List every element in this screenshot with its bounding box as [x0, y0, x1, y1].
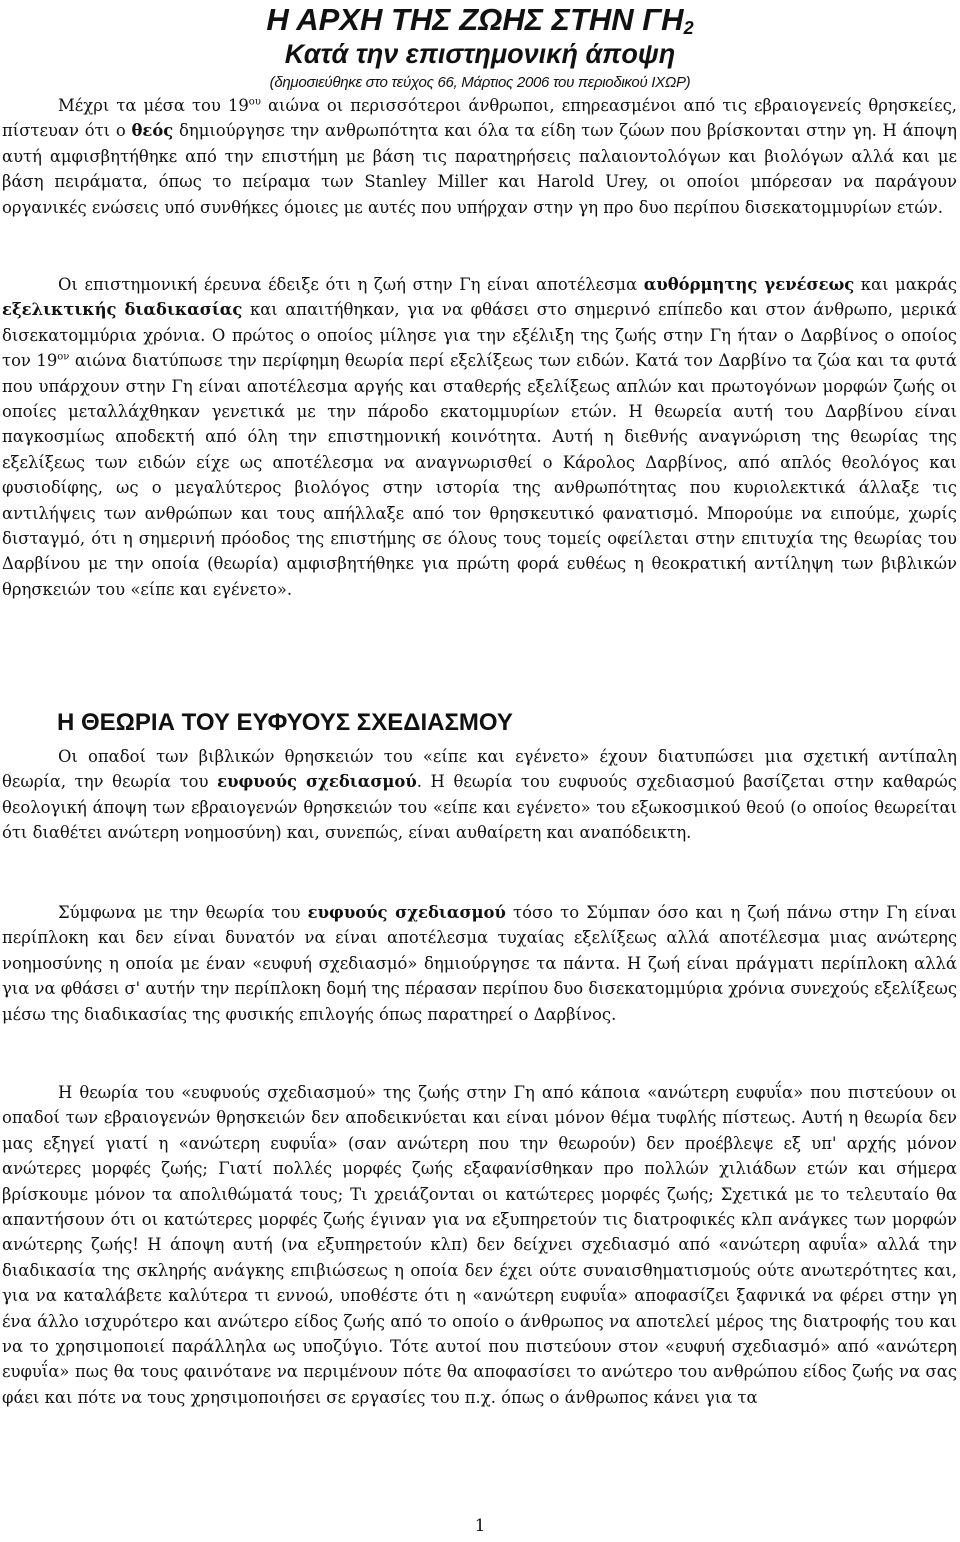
paragraph-5: Η θεωρία του «ευφυούς σχεδιασμού» της ζωής στην Γη από κάποια «ανώτερη ευφυΐα» που πιστεύουν οι οπαδοί των εβραιογενών θρησκειών δεν αποδεικνύεται και είναι μόνον θέμα τυφλής πίστεως. Αυτή η θεωρία δεν μας εξηγεί γιατί η «ανώτερη ευφυΐα» (σαν ανώτερη που την θεωρούν) δεν προέβλεψε εξ υπ' αρχής μόνον ανώτερες μορφές ζωής; Γιατί πολλές μορφές ζωής εξαφανίσθηκαν προ πολλών χιλιάδων ετών και σήμερα βρίσκουμε μόνον τα απολιθώματά τους; Τι χρειάζονται οι κατώτερες μορφές ζωής; Σχετικά με το τελευταίο θα απαντήσουν ότι οι κατώτερες μορφές ζωής έγιναν για να εξυπηρετούν τις διατροφικές κλπ ανάγκες των μορφών ανώτερης ζωής! Η άποψη αυτή (να εξυπηρετούν κλπ) δεν δείχνει σχεδιασμό από «ανώτερη αφυΐα» αλλά την διαδικασία της σκληρής ανάγκης επιβιώσεως η οποία δεν έχει ούτε συναισθηματισμούς ούτε ανωτερότητες και, για να καταλάβετε καλύτερα τι εννοώ, υποθέστε ότι η «ανώτερη ευφυΐα» αποφασίζει ξαφνικά να φέρει στην γη ένα άλλο ισχυρότερο και ανώτερο είδος ζωής από το οποίο ο άνθρωπος να αποτελεί μέρος της διατροφής του και να το χρησιμοποιεί παράλληλα ως υποζύγιο. Τότε αυτοί που πιστεύουν στον «ευφυή σχεδιασμό» από «ανώτερη ευφυΐα» πως θα τους φαινότανε να περιμένουν πότε θα αποφασίσει το ανώτερο του ανθρώπου είδος ζωής να σας φάει και πότε να τους χρησιμοποιήσει σε εργασίες του π.χ. όπως ο άνθρωπος κάνει για τα — [2, 1083, 957, 1407]
page-number: 1 — [474, 1516, 486, 1536]
paragraph-3: Οι οπαδοί των βιβλικών θρησκειών του «είπε και εγένετο» έχουν διατυπώσει μια σχετική αντίπαλη θεωρία, την θεωρία του ευφυούς σχεδιασμού. Η θεωρία του ευφυούς σχεδιασμού βασίζεται στην καθαρώς θεολογική άποψη των εβραιογενών θρησκειών του «είπε και εγένετο» του εξωκοσμικού θεού (ο οποίος θεωρείται ότι διαθέτει ανώτερη νοημοσύνη) και, συνεπώς, είναι αυθαίρετη και αναπόδεικτη. — [2, 747, 957, 843]
section-heading: Η ΘΕΩΡΙΑ ΤΟΥ ΕΥΦΥΟΥΣ ΣΧΕΔΙΑΣΜΟΥ — [57, 709, 513, 736]
paragraph-1: Μέχρι τα μέσα του $19^{o\upsilon}$ αιώνα οι περισσότεροι άνθρωποι, επηρεασμένοι από τις εβραιογενείς θρησκείες, πίστευαν ότι ο θεός δημιούργησε την ανθρωπότητα και όλα τα είδη των ζώων που βρίσκονται στην γη. Η άποψη αυτή αμφισβητήθηκε από την επιστήμη με βάση τις παρατηρήσεις παλαιοντολόγων και βιολόγων αλλά και με βάση πειράματα, όπως το πείραμα των Stanley Miller και Harold Urey, οι οποίοι μπόρεσαν να παράγουν οργανικές ενώσεις υπό συνθήκες όμοιες με αυτές που υπήρχαν στην γη προ δυο περίπου δισεκατομμυρίων ετών. — [2, 96, 957, 217]
paragraph-4: Σύμφωνα με την θεωρία του ευφυούς σχεδιασμού τόσο το Σύμπαν όσο και η ζωή πάνω στην Γη είναι περίπλοκη και δεν είναι δυνατόν να είναι αποτέλεσμα τυχαίας εξελίξεως αλλά αποτέλεσμα μιας ανώτερης νοημοσύνης η οποία με έναν «ευφυή σχεδιασμό» δημιούργησε τα πάντα. Η ζωή είναι πράγματι περίπλοκη αλλά για να φθάσει σ' αυτήν την περίπλοκη δομή της πέρασαν περίπου δυο δισεκατομμύρια χρόνια συνεχούς εξελίξεως μέσω της διαδικασίας της φυσικής επιλογής όπως παρατηρεί ο Δαρβίνος. — [2, 903, 957, 1024]
title-subscript: 2 — [683, 18, 694, 38]
title-text: Η ΑΡΧΗ ΤΗΣ ΖΩΗΣ ΣΤΗΝ ΓΗ — [266, 2, 684, 37]
publication-note: (δημοσιεύθηκε στο τεύχος 66, Μάρτιος 2006 του περιοδικού ΙΧΩΡ) — [269, 74, 691, 91]
document-subtitle: Κατά την επιστημονική άποψη — [284, 39, 676, 69]
paragraph-2: Οι επιστημονική έρευνα έδειξε ότι η ζωή στην Γη είναι αποτέλεσμα αυθόρμητης γενέσεως και μακράς εξελικτικής διαδικασίας και απαιτήθηκαν, για να φθάσει στο σημερινό επίπεδο και στον άνθρωπο, μερικά δισεκατομμύρια χρόνια. Ο πρώτος ο οποίος μίλησε για την εξέλιξη της ζωής στην Γη ήταν ο Δαρβίνος ο οποίος τον $19^{o\nu}$ αιώνα διατύπωσε την περίφημη θεωρία περί εξελίξεως των ειδών. Κατά τον Δαρβίνο τα ζώα και τα φυτά που υπάρχουν στην Γη είναι αποτέλεσμα αργής και σταθερής εξελίξεως απλών και πρωτογόνων μορφών ζωής οι οποίες μεταλλάχθηκαν γενετικά με την πάροδο εκατομμυρίων ετών. Η θεωρεία αυτή του Δαρβίνου είναι παγκοσμίως αποδεκτή από όλη την επιστημονική κοινότητα. Αυτή η διεθνής αναγνώριση της θεωρίας της εξελίξεως των ειδών είχε ως αποτέλεσμα να αναγνωρισθεί ο Κάρολος Δαρβίνος, από απλός θεολόγος και φυσιοδίφης, ως ο μεγαλύτερος βιολόγος στην ιστορία της ανθρωπότητας που κυριολεκτικά άλλαξε τις αντιλήψεις των ανθρώπων και τους απήλλαξε από τον θρησκευτικό φανατισμό. Μπορούμε να ειπούμε, χωρίς δισταγμό, ότι η σημερινή πρόοδος της επιστήμης σε όλους τους τομείς οφείλεται στην επιτυχία της θεωρίας του Δαρβίνου με την οποία (θεωρία) αμφισβητήθηκε για πρώτη φορά ευθέως η θεοκρατική αντίληψη των βιβλικών θρησκειών του «είπε και εγένετο». — [2, 275, 958, 599]
